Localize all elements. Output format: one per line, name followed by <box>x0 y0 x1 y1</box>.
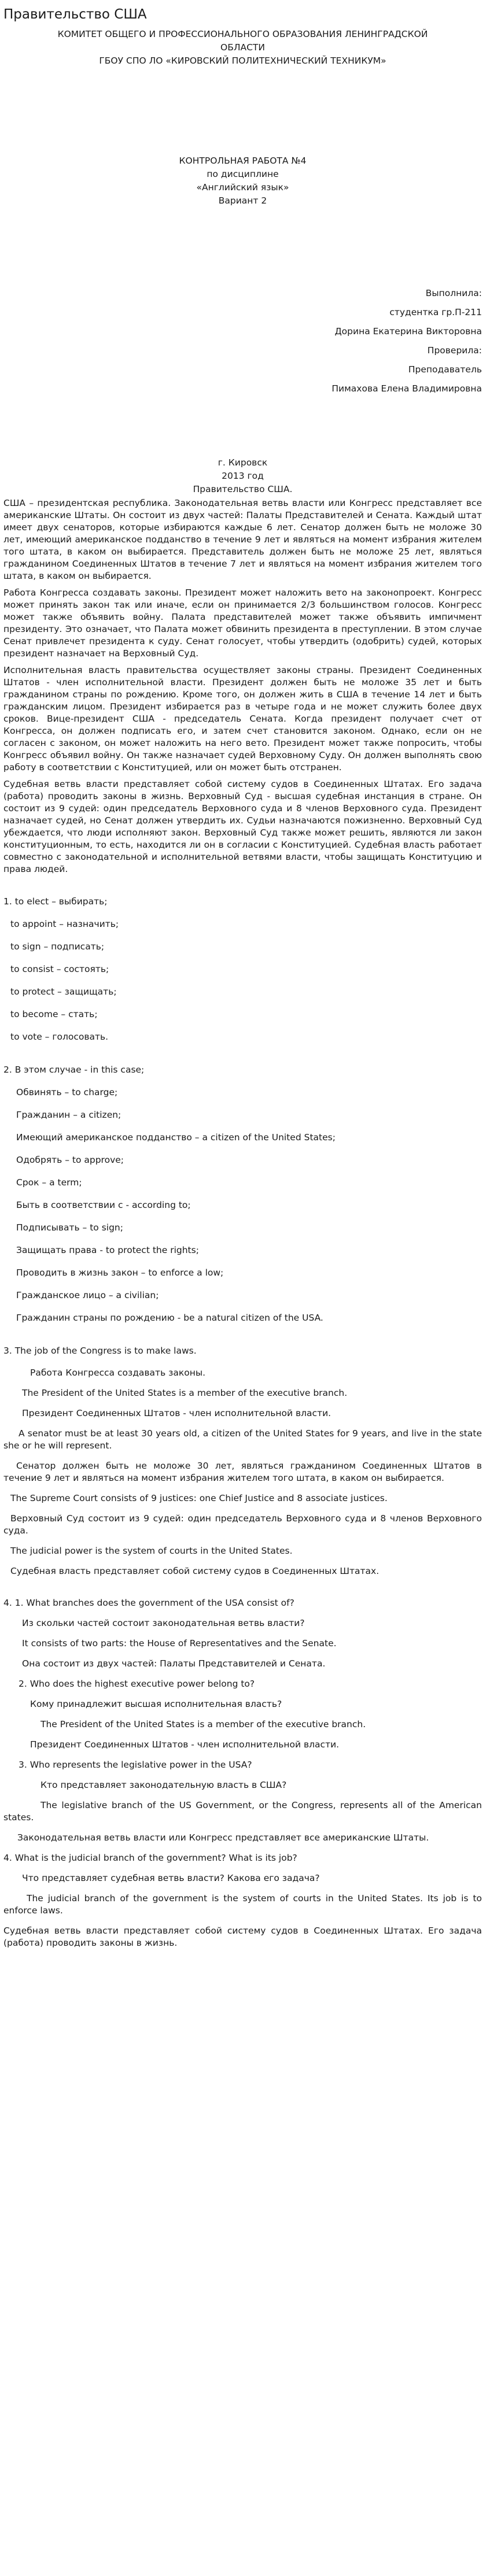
student-name: Дорина Екатерина Викторовна <box>334 326 482 337</box>
vocab-item: to consist – состоять; <box>10 964 109 974</box>
exercise-1-heading: 1. to elect – выбирать; <box>3 896 108 907</box>
question: 3. Who represents the legislative power in the USA? <box>19 1760 252 1770</box>
question-translation: Из скольки частей состоит законодательная ветвь власти? <box>22 1618 305 1628</box>
exercise-2-heading: 2. В этом случае - in this case; <box>3 1065 145 1075</box>
translation-item: Имеющий американское подданство – a citizen of the United States; <box>16 1132 336 1143</box>
discipline-name: «Английский язык» <box>196 182 289 193</box>
performed-label: Выполнила: <box>425 288 482 298</box>
exercise-2 <box>3 1063 482 1325</box>
article <box>3 497 482 875</box>
teacher-name: Пимахова Елена Владимировна <box>331 383 482 394</box>
sentence: Судебная власть представляет собой систему судов в Соединенных Штатах. <box>10 1566 380 1576</box>
question: 4. What is the judicial branch of the government? What is its job? <box>3 1853 297 1863</box>
translation-item: Обвинять – to charge; <box>16 1087 118 1097</box>
sentence: Верховный Суд состоит из 9 судей: один председатель Верховного суда и 8 членов Верховного суда. <box>3 1513 482 1536</box>
answer-translation: Она состоит из двух частей: Палаты Представителей и Сената. <box>22 1658 326 1669</box>
exercise-3 <box>3 1344 482 1577</box>
question-translation: Кто представляет законодательную власть в США? <box>40 1780 287 1790</box>
vocab-item: to become – стать; <box>10 1009 98 1019</box>
translation-item: Срок – a term; <box>16 1177 82 1188</box>
answer: It consists of two parts: the House of Representatives and the Senate. <box>22 1638 337 1649</box>
variant-number: Вариант 2 <box>218 195 267 206</box>
article-paragraph: Судебная ветвь власти представляет собой систему судов в Соединенных Штатах. Его задача (работа) проводить законы в жизнь. Верховный Суд - высшая судебная инстанция в стране. Он состоит из 9 судей: один председатель Верховного суда и 8 членов Верховного суда. Президент назначает судей, но Сенат должен утвердить их. Судьи назначаются пожизненно. Верховный Суд убеждается, что люди исполняют закон. Верховный Суд также может решить, являются ли закон конституционным, то есть, находится ли он в согласии с Конституцией. Судебная власть работает совместно с законодательной и исполнительной ветвями власти, чтобы защищать Конституцию и права людей. <box>3 779 482 874</box>
question: 2. Who does the highest executive power belong to? <box>19 1679 255 1689</box>
translation-item: Проводить в жизнь закон – to enforce a low; <box>16 1267 224 1278</box>
article-paragraph: США – президентская республика. Законодательная ветвь власти или Конгресс представляет все американские Штаты. Он состоит из двух частей: Палаты Представителей и Сената. Каждый штат имеет двух сенаторов, которые избираются каждые 6 лет. Сенатор должен быть не моложе 30 лет, имеющий американское подданство в течение 9 лет и являться на момент избрания жителем того штата, в каком он выбирается. Представитель должен быть не моложе 25 лет, являться гражданином Соединенных Штатов в течение 7 лет и являться на момент избрания жителем того штата, в каком он выбирается. <box>3 498 482 581</box>
translation-item: Гражданин страны по рождению - be a natural citizen of the USA. <box>16 1313 323 1323</box>
work-title: КОНТРОЛЬНАЯ РАБОТА №4 <box>179 156 307 166</box>
question: 4. 1. What branches does the government of the USA consist of? <box>3 1598 294 1608</box>
translation-item: Защищать права - to protect the rights; <box>16 1245 199 1255</box>
sentence: Президент Соединенных Штатов - член исполнительной власти. <box>22 1408 331 1418</box>
exercise-1 <box>3 895 482 1044</box>
translation-item: Гражданское лицо – a civilian; <box>16 1290 159 1300</box>
vocab-item: to vote – голосовать. <box>10 1032 109 1042</box>
text-title: Правительство США. <box>193 484 293 494</box>
article-paragraph: Исполнительная власть правительства осуществляет законы страны. Президент Соединенных Штатов - член исполнительной власти. Президент должен быть не моложе 35 лет и быть гражданином страны по рождению. Кроме того, он должен жить в США в течение 14 лет и быть гражданским лицом. Президент избирается раз в четыре года и не может служить более двух сроков. Вице-президент США - председатель Сената. Когда президент получает счет от Конгресса, он должен подписать его, и затем счет становится законом. Однако, если он не согласен с законом, он может наложить на него вето. Президент может также попросить, чтобы Конгресс объявил войну. Он также назначает судей Верховному Суду. Он должен выполнять свою работу в соответствии с Конституцией, или он может быть отстранен. <box>3 665 482 773</box>
exercise-3-heading: 3. The job of the Congress is to make laws. <box>3 1346 197 1356</box>
sentence: Сенатор должен быть не моложе 30 лет, являться гражданином Соединенных Штатов в течение 9 лет и являться на момент избрания жителем того штата, в каком он выбирается. <box>3 1461 482 1483</box>
translation-item: Быть в соответствии с - according to; <box>16 1200 191 1210</box>
committee-line-2: ОБЛАСТИ <box>220 42 265 53</box>
answer-translation: Президент Соединенных Штатов - член исполнительной власти. <box>30 1739 340 1750</box>
answer: The legislative branch of the US Government, or the Congress, represents all of the American states. <box>3 1800 482 1823</box>
article-paragraph: Работа Конгресса создавать законы. Президент может наложить вето на законопроект. Конгресс может принять закон так или иначе, если он принимается 2/3 большинством голосов. Конгресс может также объявить войну. Палата представителей может также объявить импичмент президенту. Это означает, что Палата может обвинить президента в преступлении. В этом случае Сенат привлечет президента к суду. Сенат голосует, чтобы утвердить (одобрить) судей, которых президент назначает на Верховный Суд. <box>3 587 482 659</box>
sentence: The Supreme Court consists of 9 justices: one Chief Justice and 8 associate justices. <box>10 1493 388 1503</box>
vocab-item: to appoint – назначить; <box>10 919 119 929</box>
document-title: Правительство США <box>3 7 147 22</box>
sentence: The judicial power is the system of courts in the United States. <box>10 1546 293 1556</box>
sentence: The President of the United States is a member of the executive branch. <box>22 1388 348 1398</box>
city: г. Кировск <box>218 457 268 468</box>
question-translation: Что представляет судебная ветвь власти? Какова его задача? <box>22 1873 320 1883</box>
question-translation: Кому принадлежит высшая исполнительная власть? <box>30 1699 282 1709</box>
discipline-label: по дисциплине <box>207 169 279 179</box>
answer: The judicial branch of the government is the system of courts in the United States. Its job is to enforce laws. <box>3 1893 482 1916</box>
title-page <box>3 28 482 496</box>
student-group: студентка гр.П-211 <box>389 307 482 317</box>
translation-item: Одобрять – to approve; <box>16 1155 124 1165</box>
exercise-4 <box>3 1597 482 1949</box>
vocab-item: to sign – подписать; <box>10 941 105 952</box>
answer-translation: Судебная ветвь власти представляет собой систему судов в Соединенных Штатах. Его задача (работа) проводить законы в жизнь. <box>3 1925 482 1948</box>
school-name: ГБОУ СПО ЛО «КИРОВСКИЙ ПОЛИТЕХНИЧЕСКИЙ ТЕХНИКУМ» <box>99 56 386 66</box>
sentence: A senator must be at least 30 years old, a citizen of the United States for 9 years, and live in the state she or he will represent. <box>3 1428 482 1451</box>
answer: The President of the United States is a member of the executive branch. <box>40 1719 366 1729</box>
answer-translation: Законодательная ветвь власти или Конгресс представляет все американские Штаты. <box>17 1832 429 1843</box>
committee-line-1: КОМИТЕТ ОБЩЕГО И ПРОФЕССИОНАЛЬНОГО ОБРАЗОВАНИЯ ЛЕНИНГРАДСКОЙ <box>57 29 428 39</box>
year: 2013 год <box>222 471 264 481</box>
checked-label: Проверила: <box>427 345 482 356</box>
sentence: Работа Конгресса создавать законы. <box>30 1368 206 1378</box>
translation-item: Гражданин – a citizen; <box>16 1110 121 1120</box>
vocab-item: to protect – защищать; <box>10 986 117 997</box>
translation-item: Подписывать – to sign; <box>16 1222 123 1233</box>
teacher-role: Преподаватель <box>408 364 482 375</box>
